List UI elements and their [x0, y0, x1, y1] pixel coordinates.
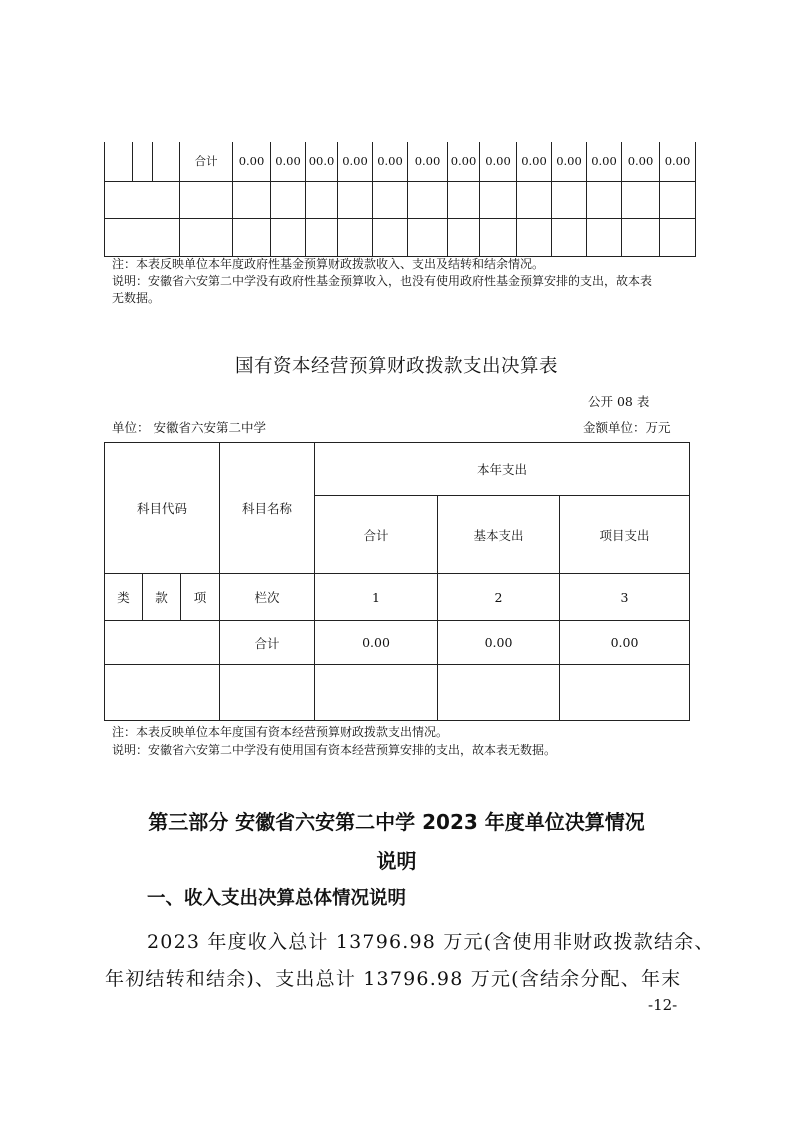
table-cell: [373, 181, 408, 218]
table-cell: [448, 218, 480, 256]
table-cell: [438, 665, 560, 721]
body-paragraph-cont: 年初结转和结余)、支出总计 13796.98 万元(含结余分配、年末: [105, 968, 682, 990]
part3-heading: 第三部分 安徽省六安第二中学 2023 年度单位决算情况: [148, 810, 645, 834]
table-code: 公开 08 表: [588, 394, 650, 409]
project-header: 项目支出: [560, 496, 690, 574]
table-cell: [180, 181, 233, 218]
table-cell: [480, 181, 517, 218]
table-cell: [408, 218, 448, 256]
table-cell: [105, 621, 220, 665]
table-title: 国有资本经营预算财政拨款支出决算表: [234, 356, 558, 377]
table-row: [105, 574, 690, 621]
part3-heading-cont: 说明: [376, 849, 417, 873]
subject-name-header: 科目名称: [220, 443, 315, 574]
capital-table-explanation: 说明：安徽省六安第二中学没有使用国有资本经营预算安排的支出，故本表无数据。: [112, 743, 557, 757]
table-cell: 0.00: [408, 142, 448, 181]
body-paragraph: 2023 年度收入总计 13796.98 万元(含使用非财政拨款结余、: [147, 931, 715, 953]
column-index-header: 栏次: [220, 574, 315, 621]
table-row: [105, 665, 690, 721]
table-cell: 0.00: [517, 142, 552, 181]
table-cell: [448, 181, 480, 218]
table-cell: 0.00: [480, 142, 517, 181]
page-number: -12-: [648, 996, 678, 1014]
capital-budget-table: [104, 442, 690, 721]
basic-header: 基本支出: [438, 496, 560, 574]
table-cell: [306, 218, 338, 256]
table-row: [105, 142, 696, 181]
subject-code-header: 科目代码: [105, 443, 220, 574]
col1-index: 1: [315, 574, 438, 621]
table-cell: [587, 218, 622, 256]
total-label: 合计: [180, 142, 233, 181]
table-cell: 00.0: [306, 142, 338, 181]
table-cell: 0.00: [373, 142, 408, 181]
lei-header: 类: [105, 574, 143, 621]
table-cell: [306, 181, 338, 218]
table-cell: [373, 218, 408, 256]
table-cell: 0.00: [660, 142, 696, 181]
table-cell: [271, 181, 306, 218]
table-cell: [660, 218, 696, 256]
table-cell: [517, 181, 552, 218]
total-row-basic: 0.00: [438, 621, 560, 665]
table-explanation-cont: 无数据。: [112, 291, 161, 305]
table-cell: [517, 218, 552, 256]
total-header: 合计: [315, 496, 438, 574]
table-row: [105, 218, 696, 256]
table-cell: 0.00: [587, 142, 622, 181]
table-note: 注：本表反映单位本年度政府性基金预算财政拨款收入、支出及结转和结余情况。: [112, 257, 545, 271]
total-row-label: 合计: [220, 621, 315, 665]
col3-index: 3: [560, 574, 690, 621]
table-cell: [622, 181, 660, 218]
table-cell: 0.00: [448, 142, 480, 181]
current-year-header: 本年支出: [315, 443, 690, 496]
table-cell: [271, 218, 306, 256]
table-cell: [587, 181, 622, 218]
table-cell: 0.00: [552, 142, 587, 181]
table-cell: [338, 218, 373, 256]
table-row: [105, 181, 696, 218]
table-cell: [552, 218, 587, 256]
total-row-project: 0.00: [560, 621, 690, 665]
table-cell: [480, 218, 517, 256]
table-cell: 0.00: [338, 142, 373, 181]
amount-unit: 金额单位：万元: [583, 420, 671, 435]
unit-label: 单位： 安徽省六安第二中学: [112, 420, 266, 435]
section-heading: 一、收入支出决算总体情况说明: [147, 888, 407, 909]
table-cell: 0.00: [233, 142, 271, 181]
col2-index: 2: [438, 574, 560, 621]
total-row-total: 0.00: [315, 621, 438, 665]
xiang-header: 项: [181, 574, 220, 621]
table-cell: [408, 181, 448, 218]
table-explanation: 说明：安徽省六安第二中学没有政府性基金预算收入，也没有使用政府性基金预算安排的支出，故本表: [112, 274, 653, 288]
capital-table-note: 注：本表反映单位本年度国有资本经营预算财政拨款支出情况。: [112, 725, 449, 739]
table-cell: [105, 218, 180, 256]
table-row: [105, 621, 690, 665]
table-cell: [133, 142, 153, 181]
table-cell: [105, 181, 180, 218]
fund-budget-table: [104, 142, 696, 257]
table-row: [105, 443, 690, 496]
kuan-header: 款: [143, 574, 181, 621]
table-cell: 0.00: [271, 142, 306, 181]
table-cell: [153, 142, 180, 181]
table-cell: [180, 218, 233, 256]
table-cell: 0.00: [622, 142, 660, 181]
table-cell: [622, 218, 660, 256]
table-cell: [660, 181, 696, 218]
table-cell: [105, 142, 133, 181]
table-cell: [315, 665, 438, 721]
table-cell: [233, 181, 271, 218]
table-cell: [105, 665, 220, 721]
table-cell: [233, 218, 271, 256]
table-cell: [552, 181, 587, 218]
table-cell: [338, 181, 373, 218]
table-cell: [220, 665, 315, 721]
table-cell: [560, 665, 690, 721]
